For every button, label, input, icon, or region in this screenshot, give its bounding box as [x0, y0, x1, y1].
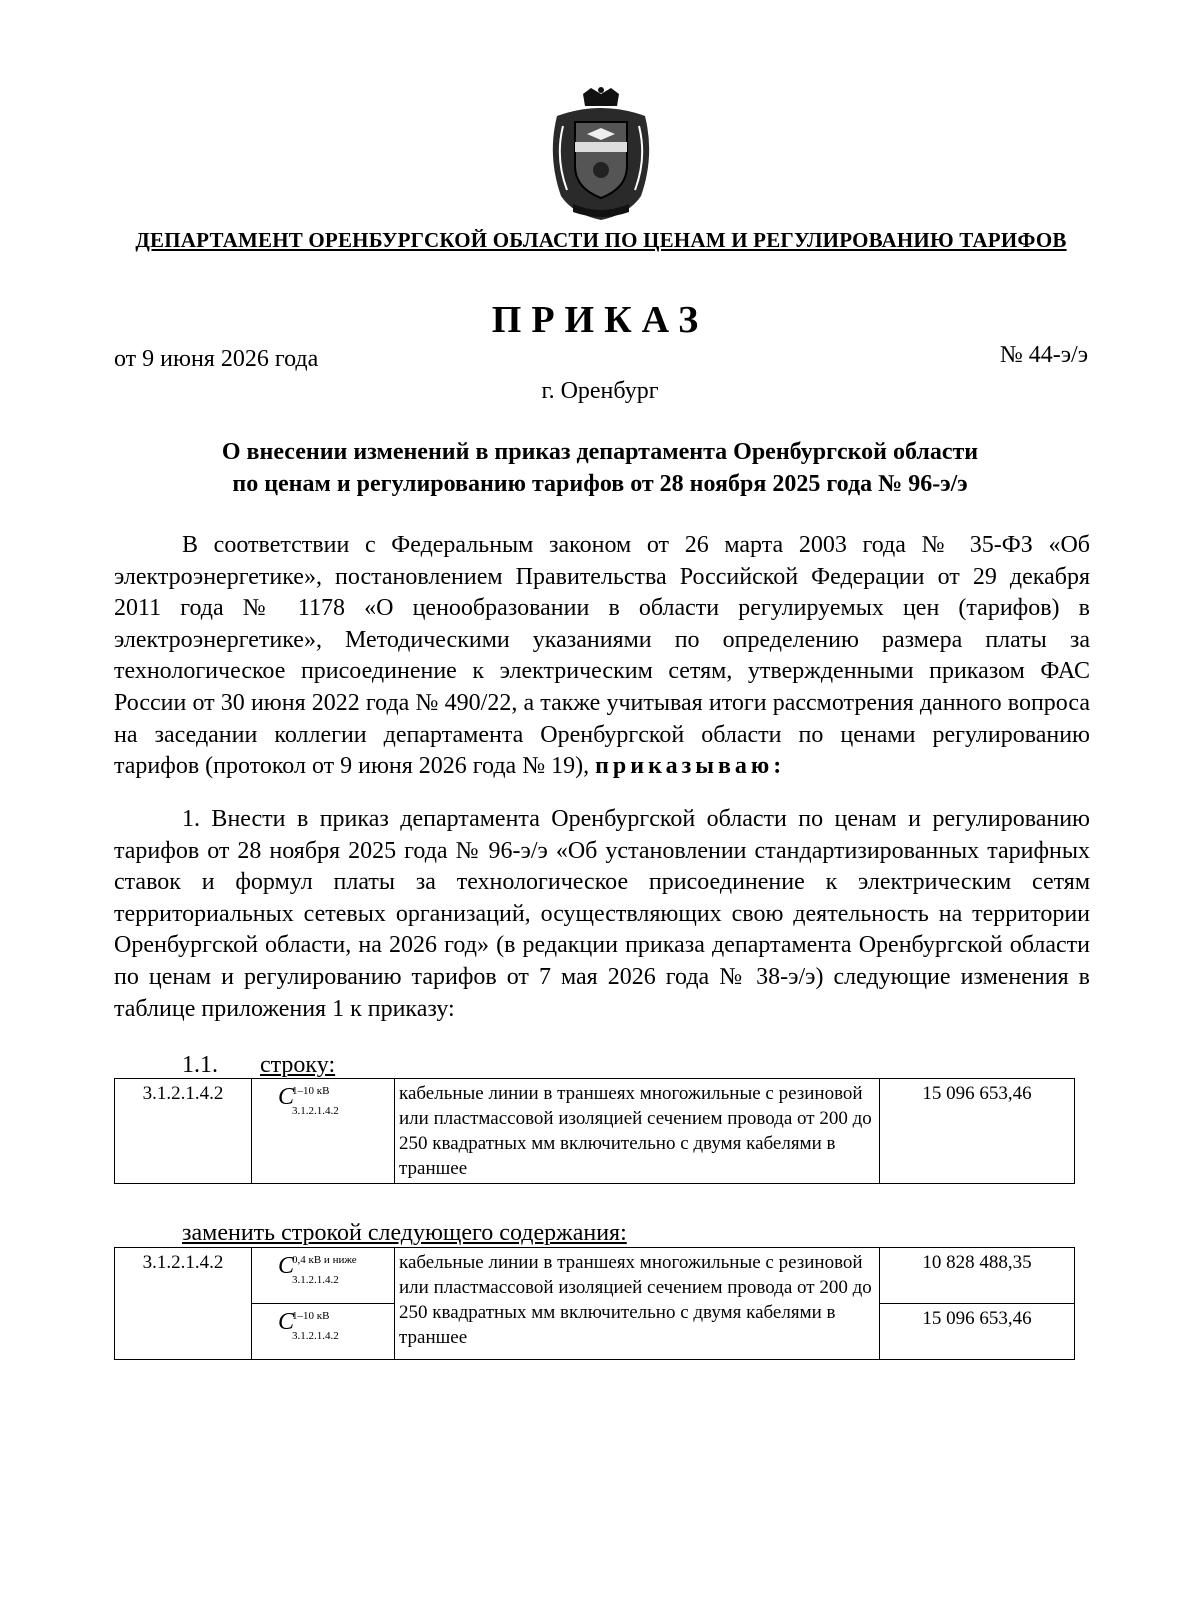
formula-superscript: 1–10 кВ — [292, 1310, 330, 1322]
preamble-text: В соответствии с Федеральным законом от 26 марта 2003 года № 35-ФЗ «Об электроэнергетике», постановлением Правительства Российской Федерации от 29 декабря 2011 года № 1178 «О ценообразовании в области регулируемых цен (тарифов) в электроэнергетике», Методическими указаниями по определению размера платы за технологическое присоединение к электрическим сетям, утвержденными приказом ФАС России от 30 июня 2022 года № 490/22, а также учитывая итоги рассмотрения данного вопроса на заседании коллегии департамента Оренбургской области по ценами регулированию тарифов (протокол от 9 июня 2026 года № 19), — [114, 532, 1090, 780]
item-1-paragraph: 1. Внести в приказ департамента Оренбургской области по ценам и регулированию тарифов от 28 ноября 2025 года № 96-э/э «Об установлении стандартизированных тарифных ставок и формул платы за технологическое присоединение к электрическим сетям территориальных сетевых организаций, осуществляющих свою деятельность на территории Оренбургской области, на 2026 год» (в редакции приказа департамента Оренбургской области по ценам и регулированию тарифов от 7 мая 2026 года № 38-э/э) следующие изменения в таблице приложения 1 к приказу: — [114, 806, 1090, 1022]
item-1-1-number: 1.1. — [182, 1052, 218, 1078]
table-row — [115, 1248, 1075, 1304]
formula-base: C — [278, 1309, 295, 1335]
formula-cell-a — [252, 1248, 395, 1304]
value-cell-b: 15 096 653,46 — [880, 1304, 1075, 1360]
rate-code-cell: 3.1.2.1.4.2 — [115, 1079, 252, 1184]
formula-cell-b — [252, 1304, 395, 1360]
preamble-paragraph — [114, 530, 1090, 783]
document-type-title: ПРИКАЗ — [491, 299, 709, 341]
new-row-table — [114, 1247, 1075, 1360]
formula-subscript: 3.1.2.1.4.2 — [292, 1105, 339, 1117]
description-cell: кабельные линии в траншеях многожильные с резиновой или пластмассовой изоляцией сечением провода от 200 до 250 квадратных мм включительно с двумя кабелями в траншее — [395, 1248, 880, 1360]
rate-formula-low-voltage — [252, 1248, 357, 1296]
coat-of-arms-emblem — [543, 86, 659, 222]
item-1-1-text: строку: — [260, 1052, 336, 1078]
formula-superscript: 0,4 кВ и ниже — [292, 1254, 357, 1266]
rate-formula — [252, 1079, 339, 1127]
order-date: от 9 июня 2026 года — [114, 346, 319, 372]
rate-formula-medium-voltage — [252, 1304, 339, 1352]
formula-base: C — [278, 1084, 295, 1110]
formula-cell — [252, 1079, 395, 1184]
formula-subscript: 3.1.2.1.4.2 — [292, 1274, 339, 1286]
rate-code-cell: 3.1.2.1.4.2 — [115, 1248, 252, 1360]
description-cell: кабельные линии в траншеях многожильные с резиновой или пластмассовой изоляцией сечением провода от 200 до 250 квадратных мм включительно с двумя кабелями в траншее — [395, 1079, 880, 1184]
value-cell: 15 096 653,46 — [880, 1079, 1075, 1184]
order-verb: приказываю: — [595, 753, 786, 780]
formula-base: C — [278, 1253, 295, 1279]
department-name: ДЕПАРТАМЕНТ ОРЕНБУРГСКОЙ ОБЛАСТИ ПО ЦЕНАМ И РЕГУЛИРОВАНИЮ ТАРИФОВ — [135, 228, 1067, 252]
subject-line-2: по ценам и регулированию тарифов от 28 ноября 2025 года № 96-э/э — [232, 471, 968, 497]
formula-subscript: 3.1.2.1.4.2 — [292, 1330, 339, 1342]
order-city: г. Оренбург — [541, 378, 659, 404]
subject-line-1: О внесении изменений в приказ департамента Оренбургской области — [221, 439, 979, 465]
old-row-table — [114, 1078, 1075, 1184]
formula-superscript: 1–10 кВ — [292, 1085, 330, 1097]
table-row — [115, 1079, 1075, 1184]
order-number: № 44-э/э — [999, 342, 1088, 368]
value-cell-a: 10 828 488,35 — [880, 1248, 1075, 1304]
replace-label: заменить строкой следующего содержания: — [182, 1220, 627, 1246]
order-subject — [150, 436, 1050, 500]
item-1-1-label — [182, 1052, 335, 1079]
